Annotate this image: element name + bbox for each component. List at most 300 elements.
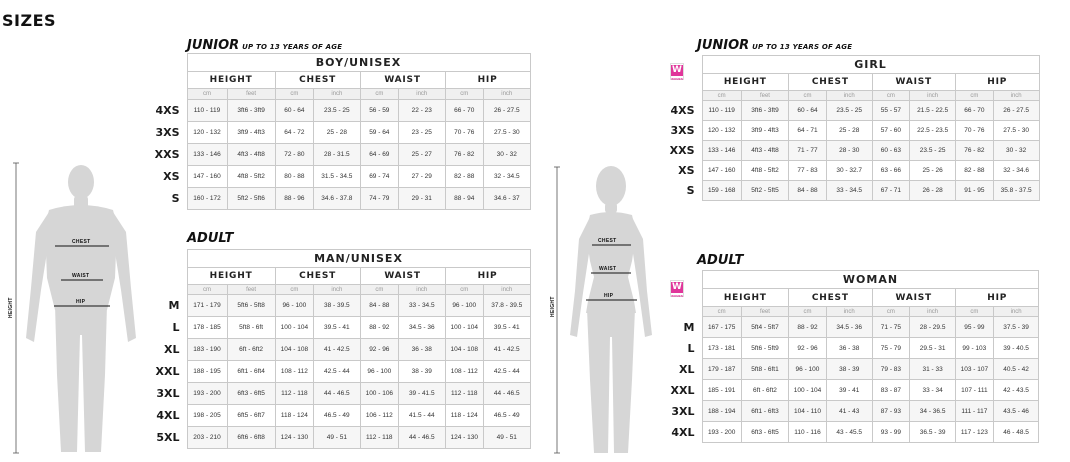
unit-header: cm bbox=[445, 285, 483, 295]
size-value: 30 - 32 bbox=[483, 144, 530, 166]
blank-cell bbox=[145, 285, 187, 295]
size-label: XS bbox=[678, 164, 695, 177]
size-value: 42.5 - 44 bbox=[314, 361, 360, 383]
measurement-header: WAIST bbox=[360, 268, 445, 285]
size-value: 57 - 60 bbox=[872, 121, 910, 141]
size-value: 88 - 92 bbox=[360, 317, 398, 339]
size-label: XXL bbox=[155, 365, 180, 378]
size-value: 41.5 - 44 bbox=[399, 405, 445, 427]
size-value: 112 - 118 bbox=[275, 383, 313, 405]
size-value: 193 - 200 bbox=[702, 422, 741, 443]
size-value: 167 - 175 bbox=[702, 317, 741, 338]
size-label: XXS bbox=[154, 148, 180, 161]
size-value: 64 - 69 bbox=[360, 144, 398, 166]
size-value: 41 - 42.5 bbox=[483, 339, 530, 361]
size-value: 5ft6 - 5ft9 bbox=[741, 338, 788, 359]
size-label: 3XL bbox=[671, 404, 695, 418]
unit-header: cm bbox=[872, 307, 910, 317]
size-value: 110 - 116 bbox=[789, 422, 827, 443]
blank-cell bbox=[145, 268, 187, 285]
size-row bbox=[145, 405, 530, 427]
size-value: 106 - 112 bbox=[360, 405, 398, 427]
unit-header: inch bbox=[910, 307, 956, 317]
woman-size-table bbox=[659, 270, 1039, 443]
hip-label: HIP bbox=[604, 293, 614, 299]
size-value: 100 - 106 bbox=[360, 383, 398, 405]
hip-label: HIP bbox=[76, 299, 86, 305]
size-value: 100 - 104 bbox=[789, 380, 827, 401]
height-label: HEIGHT bbox=[8, 297, 14, 318]
boy-unisex-size-table bbox=[145, 53, 531, 210]
size-value: 6ft - 6ft2 bbox=[741, 380, 788, 401]
size-value: 104 - 108 bbox=[275, 339, 313, 361]
size-value: 173 - 181 bbox=[702, 338, 741, 359]
size-label: M bbox=[683, 320, 695, 334]
size-value: 5ft8 - 6ft1 bbox=[741, 359, 788, 380]
size-value: 3ft9 - 4ft3 bbox=[227, 122, 275, 144]
size-row bbox=[659, 338, 1039, 359]
size-value: 32 - 34.6 bbox=[993, 161, 1039, 181]
unit-header: inch bbox=[993, 91, 1039, 101]
size-value: 133 - 146 bbox=[702, 141, 741, 161]
size-value: 44 - 46.5 bbox=[399, 427, 445, 449]
size-value: 4ft3 - 4ft8 bbox=[227, 144, 275, 166]
size-value: 71 - 77 bbox=[789, 141, 827, 161]
women-logo-text: WOMEN bbox=[671, 294, 683, 298]
size-value: 36 - 38 bbox=[826, 338, 872, 359]
size-value: 79 - 83 bbox=[872, 359, 910, 380]
size-value: 96 - 100 bbox=[275, 295, 313, 317]
size-value: 60 - 64 bbox=[789, 101, 827, 121]
blank-cell bbox=[659, 74, 702, 91]
size-value: 34 - 36.5 bbox=[910, 401, 956, 422]
size-value: 34.5 - 36 bbox=[399, 317, 445, 339]
junior-heading-left bbox=[187, 38, 342, 53]
size-value: 6ft - 6ft2 bbox=[227, 339, 275, 361]
size-value: 110 - 119 bbox=[702, 101, 741, 121]
size-value: 88 - 94 bbox=[445, 188, 483, 210]
unit-header: cm bbox=[275, 89, 313, 100]
unit-header: cm bbox=[360, 89, 398, 100]
size-value: 69 - 74 bbox=[360, 166, 398, 188]
size-value: 38 - 39 bbox=[826, 359, 872, 380]
size-value: 31.5 - 34.5 bbox=[314, 166, 360, 188]
size-value: 108 - 112 bbox=[445, 361, 483, 383]
size-value: 112 - 118 bbox=[445, 383, 483, 405]
unit-header: cm bbox=[702, 307, 741, 317]
female-silhouette bbox=[550, 165, 660, 460]
women-logo-letter: W bbox=[672, 65, 682, 75]
unit-header: cm bbox=[789, 307, 827, 317]
size-value: 111 - 117 bbox=[955, 401, 993, 422]
size-value: 75 - 79 bbox=[872, 338, 910, 359]
size-value: 36.5 - 39 bbox=[910, 422, 956, 443]
size-label: 3XS bbox=[155, 126, 180, 139]
size-value: 5ft2 - 5ft6 bbox=[227, 188, 275, 210]
size-value: 33 - 34.5 bbox=[826, 181, 872, 201]
size-value: 33 - 34 bbox=[910, 380, 956, 401]
blank-cell bbox=[145, 89, 187, 100]
measurement-header: HEIGHT bbox=[187, 72, 275, 89]
size-value: 3ft6 - 3ft9 bbox=[741, 101, 788, 121]
size-value: 66 - 70 bbox=[445, 100, 483, 122]
size-row bbox=[659, 121, 1039, 141]
size-value: 28 - 30 bbox=[826, 141, 872, 161]
size-value: 67 - 71 bbox=[872, 181, 910, 201]
size-value: 80 - 88 bbox=[275, 166, 313, 188]
unit-header: inch bbox=[314, 89, 360, 100]
size-value: 124 - 130 bbox=[275, 427, 313, 449]
size-label: 3XS bbox=[670, 124, 695, 137]
size-value: 77 - 83 bbox=[789, 161, 827, 181]
size-value: 39 - 41.5 bbox=[399, 383, 445, 405]
size-row bbox=[659, 161, 1039, 181]
size-value: 22 - 23 bbox=[399, 100, 445, 122]
size-row bbox=[659, 101, 1039, 121]
unit-header: cm bbox=[955, 307, 993, 317]
size-label: L bbox=[172, 321, 180, 334]
size-value: 46.5 - 49 bbox=[314, 405, 360, 427]
chest-label: CHEST bbox=[72, 239, 91, 245]
measurement-header: CHEST bbox=[275, 268, 360, 285]
unit-header: feet bbox=[741, 307, 788, 317]
size-value: 38 - 39 bbox=[399, 361, 445, 383]
size-value: 37.5 - 39 bbox=[993, 317, 1039, 338]
size-value: 120 - 132 bbox=[187, 122, 227, 144]
size-value: 44 - 46.5 bbox=[483, 383, 530, 405]
measurement-header: CHEST bbox=[275, 72, 360, 89]
size-value: 43 - 45.5 bbox=[826, 422, 872, 443]
waist-label: WAIST bbox=[599, 266, 617, 272]
size-value: 63 - 66 bbox=[872, 161, 910, 181]
size-value: 4ft3 - 4ft8 bbox=[741, 141, 788, 161]
size-value: 5ft4 - 5ft7 bbox=[741, 317, 788, 338]
blank-cell bbox=[145, 72, 187, 89]
size-value: 26 - 27.5 bbox=[483, 100, 530, 122]
size-value: 60 - 63 bbox=[872, 141, 910, 161]
size-value: 117 - 123 bbox=[955, 422, 993, 443]
size-value: 27.5 - 30 bbox=[483, 122, 530, 144]
size-value: 38 - 39.5 bbox=[314, 295, 360, 317]
women-logo-text: WOMEN bbox=[671, 77, 683, 81]
size-value: 30 - 32 bbox=[993, 141, 1039, 161]
size-value: 88 - 92 bbox=[789, 317, 827, 338]
size-value: 31 - 33 bbox=[910, 359, 956, 380]
unit-header: feet bbox=[741, 91, 788, 101]
size-value: 5ft8 - 6ft bbox=[227, 317, 275, 339]
size-value: 188 - 195 bbox=[187, 361, 227, 383]
size-value: 159 - 168 bbox=[702, 181, 741, 201]
size-value: 25 - 27 bbox=[399, 144, 445, 166]
size-value: 64 - 72 bbox=[275, 122, 313, 144]
size-value: 29.5 - 31 bbox=[910, 338, 956, 359]
female-body-figure bbox=[550, 165, 660, 460]
size-value: 59 - 64 bbox=[360, 122, 398, 144]
size-value: 64 - 71 bbox=[789, 121, 827, 141]
unit-header: inch bbox=[910, 91, 956, 101]
size-value: 188 - 194 bbox=[702, 401, 741, 422]
size-label: 5XL bbox=[156, 431, 180, 444]
measurement-header: HIP bbox=[955, 74, 1039, 91]
unit-header: cm bbox=[275, 285, 313, 295]
junior-heading-text: JUNIOR bbox=[697, 38, 750, 53]
size-value: 185 - 191 bbox=[702, 380, 741, 401]
size-value: 108 - 112 bbox=[275, 361, 313, 383]
size-row bbox=[659, 401, 1039, 422]
size-value: 71 - 75 bbox=[872, 317, 910, 338]
size-value: 41 - 43 bbox=[826, 401, 872, 422]
group-header: MAN/UNISEX bbox=[187, 250, 530, 268]
blank-cell bbox=[659, 289, 702, 307]
women-logo-letter: W bbox=[672, 282, 682, 292]
junior-heading-right bbox=[697, 38, 852, 53]
unit-header: inch bbox=[399, 89, 445, 100]
size-row bbox=[145, 188, 530, 210]
male-silhouette bbox=[4, 160, 142, 460]
size-value: 33 - 34.5 bbox=[399, 295, 445, 317]
size-value: 118 - 124 bbox=[275, 405, 313, 427]
size-value: 56 - 59 bbox=[360, 100, 398, 122]
size-value: 25 - 26 bbox=[910, 161, 956, 181]
size-value: 100 - 104 bbox=[275, 317, 313, 339]
measurement-header: CHEST bbox=[789, 289, 872, 307]
measurement-header: WAIST bbox=[872, 289, 955, 307]
size-row bbox=[659, 317, 1039, 338]
size-row bbox=[145, 166, 530, 188]
size-value: 92 - 96 bbox=[789, 338, 827, 359]
size-value: 34.6 - 37.8 bbox=[314, 188, 360, 210]
size-value: 6ft1 - 6ft3 bbox=[741, 401, 788, 422]
size-value: 107 - 111 bbox=[955, 380, 993, 401]
size-value: 82 - 88 bbox=[955, 161, 993, 181]
size-value: 23 - 25 bbox=[399, 122, 445, 144]
unit-header: inch bbox=[399, 285, 445, 295]
size-label: XL bbox=[679, 362, 695, 376]
size-value: 27 - 29 bbox=[399, 166, 445, 188]
size-value: 82 - 88 bbox=[445, 166, 483, 188]
size-value: 84 - 88 bbox=[789, 181, 827, 201]
size-value: 93 - 99 bbox=[872, 422, 910, 443]
size-value: 25 - 28 bbox=[314, 122, 360, 144]
size-value: 32 - 34.5 bbox=[483, 166, 530, 188]
size-value: 70 - 76 bbox=[445, 122, 483, 144]
size-value: 112 - 118 bbox=[360, 427, 398, 449]
blank-cell bbox=[659, 91, 702, 101]
size-value: 103 - 107 bbox=[955, 359, 993, 380]
size-value: 46.5 - 49 bbox=[483, 405, 530, 427]
size-value: 74 - 79 bbox=[360, 188, 398, 210]
size-value: 42.5 - 44 bbox=[483, 361, 530, 383]
size-value: 23.5 - 25 bbox=[826, 101, 872, 121]
size-value: 39.5 - 41 bbox=[314, 317, 360, 339]
unit-header: feet bbox=[227, 285, 275, 295]
size-value: 36 - 38 bbox=[399, 339, 445, 361]
size-value: 37.8 - 39.5 bbox=[483, 295, 530, 317]
size-value: 179 - 187 bbox=[702, 359, 741, 380]
size-row bbox=[145, 339, 530, 361]
size-value: 76 - 82 bbox=[955, 141, 993, 161]
size-value: 39 - 41 bbox=[826, 380, 872, 401]
size-value: 100 - 104 bbox=[445, 317, 483, 339]
size-value: 49 - 51 bbox=[314, 427, 360, 449]
size-value: 91 - 95 bbox=[955, 181, 993, 201]
unit-header: cm bbox=[789, 91, 827, 101]
size-value: 147 - 160 bbox=[187, 166, 227, 188]
size-value: 87 - 93 bbox=[872, 401, 910, 422]
size-value: 70 - 76 bbox=[955, 121, 993, 141]
size-value: 160 - 172 bbox=[187, 188, 227, 210]
measurement-header: HEIGHT bbox=[702, 74, 789, 91]
group-header: WOMAN bbox=[702, 271, 1039, 289]
size-value: 3ft6 - 3ft9 bbox=[227, 100, 275, 122]
size-value: 6ft3 - 6ft5 bbox=[741, 422, 788, 443]
unit-header: cm bbox=[955, 91, 993, 101]
group-header: GIRL bbox=[702, 56, 1039, 74]
measurement-header: WAIST bbox=[360, 72, 445, 89]
size-value: 4ft8 - 5ft2 bbox=[227, 166, 275, 188]
adult-heading-left: ADULT bbox=[187, 231, 234, 246]
size-value: 95 - 99 bbox=[955, 317, 993, 338]
size-row bbox=[145, 427, 530, 449]
size-value: 83 - 87 bbox=[872, 380, 910, 401]
size-value: 6ft6 - 6ft8 bbox=[227, 427, 275, 449]
size-value: 6ft1 - 6ft4 bbox=[227, 361, 275, 383]
size-label: XS bbox=[163, 170, 180, 183]
size-value: 104 - 110 bbox=[789, 401, 827, 422]
size-value: 25 - 28 bbox=[826, 121, 872, 141]
girl-size-table bbox=[659, 55, 1040, 201]
size-value: 34.6 - 37 bbox=[483, 188, 530, 210]
size-value: 35.8 - 37.5 bbox=[993, 181, 1039, 201]
size-value: 29 - 31 bbox=[399, 188, 445, 210]
size-value: 41 - 42.5 bbox=[314, 339, 360, 361]
size-label: 4XL bbox=[156, 409, 180, 422]
unit-header: cm bbox=[702, 91, 741, 101]
size-label: S bbox=[171, 192, 180, 205]
size-label: 4XS bbox=[155, 104, 180, 117]
unit-header: inch bbox=[993, 307, 1039, 317]
size-value: 96 - 100 bbox=[360, 361, 398, 383]
size-row bbox=[145, 122, 530, 144]
size-label: XXS bbox=[669, 144, 695, 157]
size-value: 198 - 205 bbox=[187, 405, 227, 427]
measurement-header: HIP bbox=[445, 72, 530, 89]
size-value: 6ft5 - 6ft7 bbox=[227, 405, 275, 427]
measurement-header: WAIST bbox=[872, 74, 955, 91]
unit-header: cm bbox=[445, 89, 483, 100]
size-value: 193 - 200 bbox=[187, 383, 227, 405]
size-value: 23.5 - 25 bbox=[910, 141, 956, 161]
size-label: 4XS bbox=[670, 104, 695, 117]
blank-cell bbox=[659, 271, 702, 289]
size-row bbox=[145, 383, 530, 405]
blank-cell bbox=[659, 56, 702, 74]
size-value: 133 - 146 bbox=[187, 144, 227, 166]
size-value: 6ft3 - 6ft5 bbox=[227, 383, 275, 405]
size-value: 4ft8 - 5ft2 bbox=[741, 161, 788, 181]
unit-header: inch bbox=[826, 307, 872, 317]
size-label: M bbox=[168, 299, 180, 312]
size-value: 60 - 64 bbox=[275, 100, 313, 122]
size-value: 40.5 - 42 bbox=[993, 359, 1039, 380]
size-value: 34.5 - 36 bbox=[826, 317, 872, 338]
size-value: 21.5 - 22.5 bbox=[910, 101, 956, 121]
size-value: 203 - 210 bbox=[187, 427, 227, 449]
size-row bbox=[659, 141, 1039, 161]
size-value: 120 - 132 bbox=[702, 121, 741, 141]
unit-header: inch bbox=[483, 285, 530, 295]
chest-label: CHEST bbox=[598, 238, 617, 244]
size-value: 99 - 103 bbox=[955, 338, 993, 359]
group-header: BOY/UNISEX bbox=[187, 54, 530, 72]
size-label: 4XL bbox=[671, 425, 695, 439]
size-value: 92 - 96 bbox=[360, 339, 398, 361]
size-value: 178 - 185 bbox=[187, 317, 227, 339]
unit-header: inch bbox=[483, 89, 530, 100]
size-value: 104 - 108 bbox=[445, 339, 483, 361]
size-value: 96 - 100 bbox=[445, 295, 483, 317]
junior-heading-text: JUNIOR bbox=[187, 38, 240, 53]
size-row bbox=[659, 380, 1039, 401]
height-label: HEIGHT bbox=[550, 296, 556, 317]
unit-header: feet bbox=[227, 89, 275, 100]
size-value: 49 - 51 bbox=[483, 427, 530, 449]
junior-subheading: UP TO 13 YEARS OF AGE bbox=[752, 43, 853, 51]
size-value: 26 - 27.5 bbox=[993, 101, 1039, 121]
unit-header: cm bbox=[872, 91, 910, 101]
junior-subheading: UP TO 13 YEARS OF AGE bbox=[242, 43, 343, 51]
size-value: 147 - 160 bbox=[702, 161, 741, 181]
waist-label: WAIST bbox=[72, 273, 90, 279]
page-title: SIZES bbox=[2, 11, 57, 30]
size-value: 23.5 - 25 bbox=[314, 100, 360, 122]
size-row bbox=[145, 361, 530, 383]
size-value: 183 - 190 bbox=[187, 339, 227, 361]
size-label: 3XL bbox=[156, 387, 180, 400]
size-label: XXL bbox=[670, 383, 695, 397]
size-row bbox=[145, 295, 530, 317]
unit-header: inch bbox=[826, 91, 872, 101]
adult-heading-right: ADULT bbox=[697, 253, 744, 268]
size-label: L bbox=[687, 341, 695, 355]
blank-cell bbox=[145, 54, 187, 72]
measurement-header: CHEST bbox=[789, 74, 872, 91]
size-value: 30 - 32.7 bbox=[826, 161, 872, 181]
size-value: 42 - 43.5 bbox=[993, 380, 1039, 401]
size-value: 28 - 29.5 bbox=[910, 317, 956, 338]
size-row bbox=[145, 317, 530, 339]
size-value: 66 - 70 bbox=[955, 101, 993, 121]
size-value: 55 - 57 bbox=[872, 101, 910, 121]
size-value: 28 - 31.5 bbox=[314, 144, 360, 166]
size-value: 43.5 - 46 bbox=[993, 401, 1039, 422]
size-value: 5ft2 - 5ft5 bbox=[741, 181, 788, 201]
male-body-figure bbox=[4, 160, 142, 460]
measurement-header: HEIGHT bbox=[702, 289, 789, 307]
size-value: 76 - 82 bbox=[445, 144, 483, 166]
size-value: 22.5 - 23.5 bbox=[910, 121, 956, 141]
size-value: 124 - 130 bbox=[445, 427, 483, 449]
size-value: 110 - 119 bbox=[187, 100, 227, 122]
size-value: 39 - 40.5 bbox=[993, 338, 1039, 359]
blank-cell bbox=[659, 307, 702, 317]
measurement-header: HEIGHT bbox=[187, 268, 275, 285]
unit-header: cm bbox=[187, 285, 227, 295]
size-row bbox=[145, 144, 530, 166]
size-value: 44 - 46.5 bbox=[314, 383, 360, 405]
size-value: 84 - 88 bbox=[360, 295, 398, 317]
measurement-header: HIP bbox=[955, 289, 1038, 307]
